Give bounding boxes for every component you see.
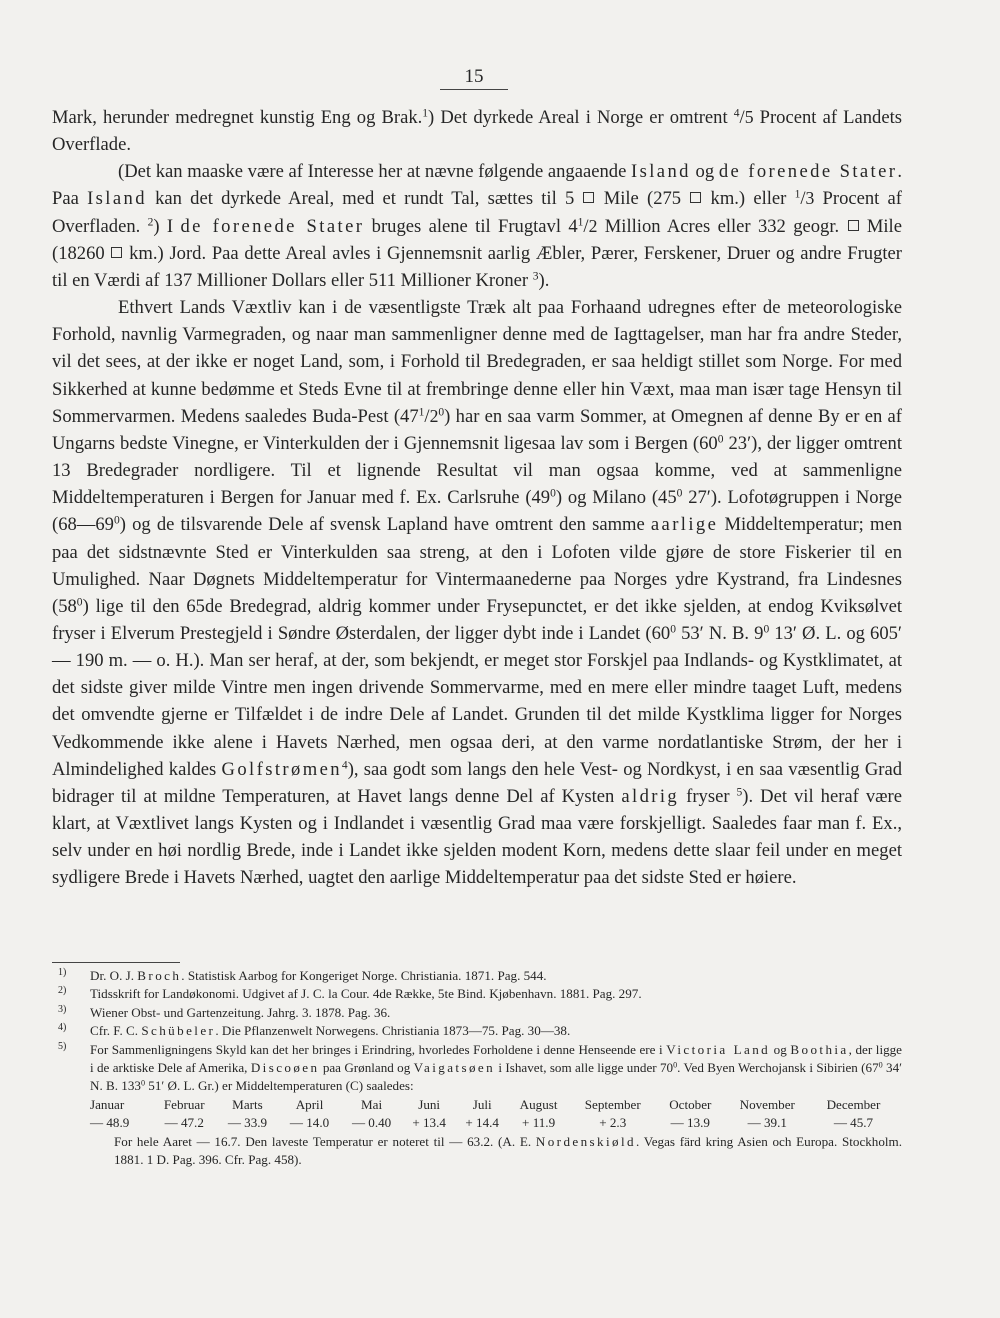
text-run: For Sammenligningens Skyld kan det her bringes i Erindring, hvorledes Forholdene i denne Henseende ere i	[90, 1041, 667, 1057]
month-header: Juli	[472, 1096, 492, 1112]
spaced-text: Golfstrømen	[221, 758, 342, 780]
footnote-1	[52, 967, 902, 985]
text-run: 13′ Ø. L. og 605′ — 190 m. — o. H.). Man ser heraf, at der, som bekjendt, er meget stor Forskjel paa Indlands- og Kystklimatet, at det sidste giver milde Vintre men ingen drivende Sommervarme, med en mere eller mindre taaget Luft, medens det omvendte gjerne er Tilfældet i de indre Dele af Landet. Grunden til det milde Kystklima ligger for Norges Vedkommende ikke alene i Havets Nærhed, men ogsaa deri, at den varme nordatlantiske Strøm, der her i Almindelighed kaldes	[52, 622, 902, 780]
superscript: 0	[113, 515, 120, 528]
text-run: ), saa godt som langs den hele Vest- og Nordkyst, i en saa væsentlig Grad bidrager til at mildne Temperaturen, at Havet langs denne Del af Kysten	[52, 758, 902, 807]
text-run: , der ligge i de arktiske Dele af Amerika,	[90, 1041, 902, 1076]
spaced-text: Island	[631, 161, 691, 183]
superscript: 0	[550, 487, 556, 500]
text-run: ) Det dyrkede Areal i Norge er omtrent	[428, 107, 734, 128]
text-run: 53′ N. B. 9	[675, 622, 764, 644]
text-run: /	[424, 405, 430, 427]
footnote-marker: 4)	[58, 1022, 67, 1034]
text-run: Procent af Overfladen.	[52, 188, 903, 237]
month-header: Mai	[361, 1096, 383, 1112]
square-unit-icon	[848, 220, 859, 231]
footnote-text	[90, 986, 642, 1001]
text-run: Procent af Landets Overflade.	[52, 107, 902, 156]
text-run: 27′). Lofotøgruppen i Norge (68—69	[52, 487, 902, 536]
month-header: Marts	[232, 1096, 263, 1112]
text-run: . Paa	[52, 161, 903, 210]
superscript: 0	[670, 623, 676, 636]
footnote-3	[52, 1004, 902, 1022]
footnote-4	[52, 1022, 902, 1040]
month-header: August	[519, 1096, 558, 1112]
text-run: Dr. O. J.	[90, 968, 138, 983]
month-header: November	[739, 1096, 795, 1112]
spaced-text: Discoøen	[250, 1060, 320, 1076]
spaced-text: Broch	[137, 968, 182, 983]
superscript: 1	[422, 107, 429, 120]
temperature-value: + 13.4	[412, 1115, 446, 1131]
superscript: 1	[577, 216, 584, 229]
superscript: 5	[736, 786, 743, 799]
temperature-value: — 47.2	[164, 1115, 204, 1131]
footnote-marker: 2)	[58, 985, 67, 997]
footnotes	[52, 967, 902, 1169]
spaced-text: aarlige	[650, 514, 719, 536]
footnote-text	[90, 968, 547, 983]
temperature-table	[90, 1096, 896, 1133]
fraction-denominator: 5	[744, 107, 754, 127]
text-run: fryser	[679, 785, 737, 807]
month-header: December	[826, 1096, 881, 1112]
month-header: September	[584, 1096, 641, 1112]
text-run: Middeltemperatur; men paa det sidstnævnte Sted er Vinterkulden saa streng, at den i Lofoten vilde gjøre de store Fiskerier til en Umulighed. Naar Døgnets Middeltemperatur for Vintermaanederne paa Norges ydre Kystrand, fra Lindesnes (58	[52, 514, 903, 617]
text-run: ) I	[153, 215, 181, 237]
text-run: Mile (275	[595, 188, 690, 210]
spaced-text: Schübeler	[141, 1023, 216, 1039]
superscript: 0	[438, 406, 445, 419]
text-run: ) og de tilsvarende Dele af svensk Lapland have omtrent den samme	[119, 514, 651, 536]
spaced-text: aldrig	[621, 785, 680, 807]
month-header: Juni	[418, 1096, 441, 1112]
text-run: . Die Pflanzenwelt Norwegens. Christiania 1873—75. Pag. 30—38.	[215, 1023, 571, 1039]
temperature-value: — 48.9	[90, 1115, 130, 1131]
text-run: kan det dyrkede Areal, med et rundt Tal, sættes til 5	[146, 188, 583, 210]
fraction-denominator: 3	[805, 188, 815, 209]
text-run: (Det kan maaske være af Interesse her at nævne følgende angaaende	[118, 161, 632, 183]
text-run: ).	[538, 269, 550, 291]
text-run: /	[583, 215, 589, 237]
month-header: Januar	[90, 1096, 125, 1112]
footnote-text	[90, 1041, 902, 1096]
superscript: 0	[676, 487, 683, 500]
paragraph-3	[52, 294, 902, 891]
text-run: Ethvert Lands Væxtliv kan i de væsentligste Træk alt paa Forhaand udregnes efter de meteorologiske Forhold, navnlig Varmegraden, og naar man sammenligner denne med de Iagttagelser, man har fra andre Steder, vil det sees, at der ikke er noget Land, som, i Forhold til Bredegraden, er saa heldigt stillet som Norge. For med Sikkerhed at kunne bedømme et Steds Evne til at frembringe denne eller hin Væxt, maa man især tage Hensyn til Sommervarmen. Medens saaledes Buda-Pest (47	[52, 297, 902, 427]
text-run: ) har en saa varm Sommer, at Omegnen af denne By er en af Ungarns bedste Vinegne, er Vinterkulden der i Gjennemsnit ligesaa lav som i Bergen (60	[52, 405, 902, 454]
footnote-tail	[90, 1133, 902, 1170]
text-run: Million Acres eller 332 geogr.	[597, 215, 847, 237]
superscript: 1	[418, 406, 425, 419]
text-run: . Vegas färd kring Asien och Europa. Stockholm. 1881. 1 D. Pag. 396. Cfr. Pag. 458).	[114, 1133, 902, 1168]
text-run: Wiener Obst- und Gartenzeitung. Jahrg. 3. 1878. Pag. 36.	[90, 1004, 391, 1020]
text-run: 51′ Ø. L. Gr.) er Middeltemperaturen (C) saaledes:	[145, 1078, 414, 1094]
temperature-value: + 14.4	[465, 1115, 499, 1131]
fraction-denominator: 2	[588, 215, 598, 236]
text-run: /	[739, 107, 745, 128]
superscript: 0	[140, 1078, 145, 1088]
fraction-denominator: 2	[429, 405, 439, 426]
text-run: bruges alene til Frugtavl 4	[364, 215, 578, 237]
footnote-text	[90, 1023, 570, 1038]
superscript: 0	[717, 433, 724, 446]
value-row	[90, 1114, 896, 1132]
spaced-text: Nordenskiøld	[535, 1133, 636, 1149]
month-row	[90, 1096, 896, 1114]
square-unit-icon	[690, 192, 701, 203]
text-run: /	[800, 188, 806, 210]
temperature-value: — 39.1	[747, 1115, 787, 1131]
text-run: Mile (18260	[52, 215, 902, 264]
text-run: . Statistisk Aarbog for Kongeriget Norge. Christiania. 1871. Pag. 544.	[181, 968, 547, 983]
text-run: For hele Aaret — 16.7. Den laveste Temperatur er noteret til — 63.2. (A. E.	[114, 1133, 536, 1149]
text-run: Cfr. F. C.	[90, 1023, 142, 1039]
superscript: 4	[733, 107, 740, 120]
text-run: Mark, herunder medregnet kunstig Eng og Brak.	[52, 107, 423, 128]
text-run: ) og Milano (45	[555, 487, 677, 509]
spaced-text: Boothia	[790, 1041, 849, 1057]
temperature-value: — 13.9	[670, 1115, 710, 1131]
footnote-5	[52, 1041, 902, 1170]
spaced-text: Victoria Land	[666, 1041, 771, 1057]
temperature-value: — 45.7	[833, 1115, 874, 1131]
text-run: i Ishavet, som alle ligge under 70	[495, 1060, 674, 1076]
footnote-rule	[52, 962, 180, 963]
text-run: ). Det vil heraf være klart, at Væxtlivet langs Kysten og i Indlandet i væsentlig Grad maa være forskjelligt. Saaledes faar man f. Ex., selv under en høi nordlig Brede, inde i Landet ikke sjelden modent Korn, medens dette slaar feil under en meget sydligere Brede i Havets Nærhed, uagtet den aarlige Middeltemperatur paa det sidste Sted er høiere.	[52, 785, 902, 889]
temperature-value: — 0.40	[351, 1115, 392, 1131]
superscript: 3	[532, 270, 539, 283]
superscript: 0	[878, 1060, 883, 1070]
footnote-marker: 1)	[58, 967, 67, 978]
footnote-text	[90, 1005, 390, 1020]
text-run: . Ved Byen Werchojansk i Sibirien (67	[677, 1060, 879, 1076]
spaced-text: de forenede Stater	[180, 215, 365, 237]
footnote-marker: 3)	[58, 1003, 67, 1015]
text-run: ) lige til den 65de Bredegrad, aldrig kommer under Frysepunctet, er det ikke sjelden, at endog Kviksølvet fryser i Elverum Prestegjeld i Søndre Østerdalen, der ligger dybt inde i Landet (60	[52, 595, 902, 644]
spaced-text: Vaigatsøen	[413, 1060, 496, 1076]
text-run: km.) Jord. Paa dette Areal avles i Gjennemsnit aarlig Æbler, Pærer, Ferskener, Druer og andre Frugter til en Værdi af 137 Millioner Dollars eller 511 Millioner Kroner	[52, 242, 903, 291]
text-run: Tidsskrift for Landøkonomi. Udgivet af J. C. la Cour. 4de Række, 5te Bind. Kjøbenhavn. 1881. Pag. 297.	[90, 986, 642, 1002]
spaced-text: de forenede Stater	[718, 161, 898, 183]
text-run: km.) eller	[702, 188, 795, 210]
spaced-text: Island	[87, 188, 147, 210]
month-header: April	[295, 1096, 324, 1112]
superscript: 4	[341, 759, 348, 772]
footnote-2	[52, 985, 902, 1003]
paragraph-1	[52, 104, 902, 158]
month-header: October	[669, 1096, 712, 1112]
superscript: 2	[147, 216, 154, 229]
temperature-value: + 11.9	[522, 1115, 556, 1131]
superscript: 1	[794, 189, 801, 202]
square-unit-icon	[583, 192, 594, 203]
superscript: 0	[76, 596, 83, 609]
text-run: og	[770, 1041, 791, 1057]
body-text	[52, 104, 902, 892]
text-run: 23′), der ligger omtrent 13 Bredegrader nordligere. Til et lignende Resultat vil man ogsaa komme, ved at sammenligne Middeltemperaturen i Bergen for Januar med f. Ex. Carlsruhe (49	[52, 432, 902, 509]
footnote-marker: 5)	[58, 1040, 67, 1052]
temperature-value: — 33.9	[227, 1115, 268, 1131]
month-header: Februar	[163, 1096, 205, 1112]
superscript: 0	[673, 1060, 678, 1070]
text-run: 34′ N. B. 133	[90, 1060, 903, 1094]
text-run: og	[690, 161, 719, 183]
temperature-value: — 14.0	[289, 1115, 330, 1131]
square-unit-icon	[111, 247, 122, 258]
text-run: paa Grønland og	[319, 1060, 414, 1076]
temperature-value: + 2.3	[599, 1115, 627, 1131]
superscript: 0	[763, 623, 770, 636]
paragraph-2	[52, 158, 902, 294]
page-number: 15	[440, 66, 508, 90]
